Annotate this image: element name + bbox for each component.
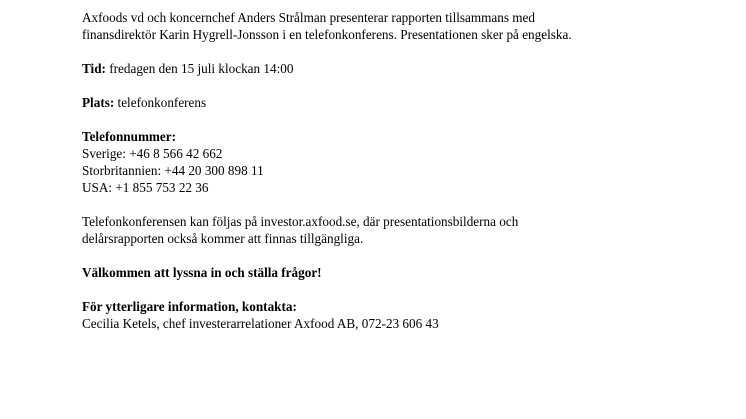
intro-line-1: Axfoods vd och koncernchef Anders Strålman presenterar rapporten tillsammans med [82, 10, 535, 25]
welcome-text: Välkommen att lyssna in och ställa frågor! [82, 265, 322, 280]
phone-paragraph [82, 128, 722, 196]
intro-paragraph [82, 9, 722, 43]
phone-number-usa: USA: +1 855 753 22 36 [82, 180, 209, 195]
contact-heading: För ytterligare information, kontakta: [82, 299, 297, 314]
followup-paragraph [82, 213, 722, 247]
intro-line-2: finansdirektör Karin Hygrell-Jonsson i en telefonkonferens. Presentationen sker på engelska. [82, 27, 572, 42]
place-label: Plats: [82, 95, 115, 110]
followup-line-1: Telefonkonferensen kan följas på investor.axfood.se, där presentationsbilderna och [82, 214, 519, 229]
welcome-paragraph [82, 264, 722, 281]
contact-paragraph [82, 298, 722, 332]
phone-number-sweden: Sverige: +46 8 566 42 662 [82, 146, 223, 161]
time-label: Tid: [82, 61, 106, 76]
place-value: telefonkonferens [114, 95, 207, 110]
phone-heading: Telefonnummer: [82, 129, 177, 144]
time-paragraph [82, 60, 722, 77]
document-body [82, 9, 722, 349]
phone-number-uk: Storbritannien: +44 20 300 898 11 [82, 163, 264, 178]
followup-line-2: delårsrapporten också kommer att finnas tillgängliga. [82, 231, 364, 246]
time-value: fredagen den 15 juli klockan 14:00 [105, 61, 294, 76]
place-paragraph [82, 94, 722, 111]
contact-person: Cecilia Ketels, chef investerarrelationer Axfood AB, 072-23 606 43 [82, 316, 439, 331]
